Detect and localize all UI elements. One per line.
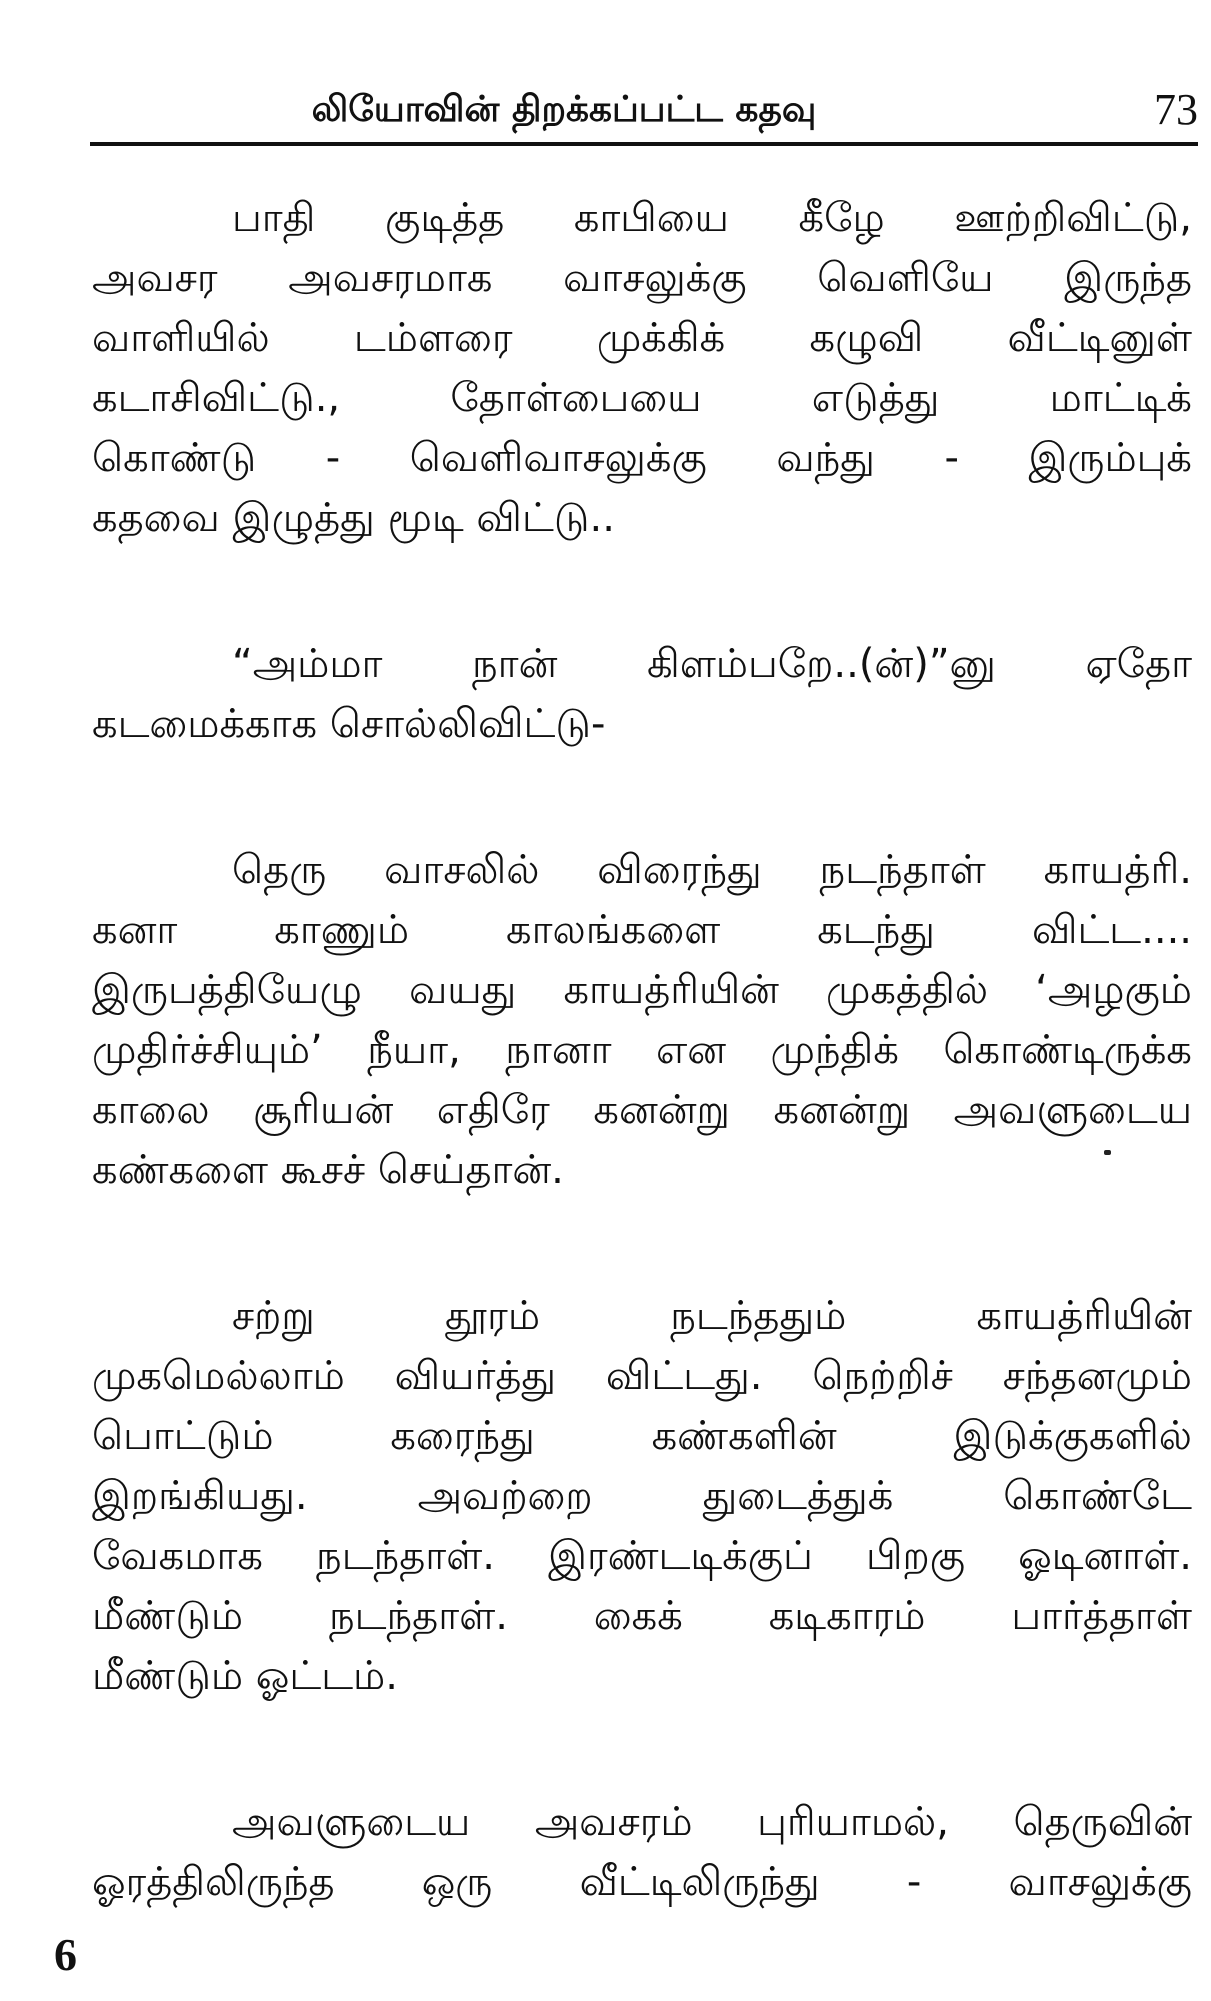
text-line: இறங்கியது. அவற்றை துடைத்துக் கொண்டே [92,1473,1192,1519]
text-line: காலை சூரியன் எதிரே கனன்று கனன்று அவளுடைய [92,1087,1192,1133]
text-line: மீண்டும் நடந்தாள். கைக் கடிகாரம் பார்த்தாள் [92,1593,1192,1639]
text-line: கடமைக்காக சொல்லிவிட்டு- [92,701,606,747]
paragraph [92,840,1192,1200]
page-number: 73 [1154,85,1198,134]
signature-mark: 6 [54,1929,77,1980]
text-line: பொட்டும் கரைந்து கண்களின் இடுக்குகளில் [92,1413,1192,1459]
text-line: தெரு வாசலில் விரைந்து நடந்தாள் காயத்ரி. [232,847,1192,893]
text-line: “அம்மா நான் கிளம்பறே..(ன்)”னு ஏதோ [232,641,1192,687]
text-line: வாளியில் டம்ளரை முக்கிக் கழுவி வீட்டினுள் [92,315,1192,361]
text-line: கனா காணும் காலங்களை கடந்து விட்ட.... [92,907,1192,953]
text-line: வேகமாக நடந்தாள். இரண்டடிக்குப் பிறகு ஓடினாள். [92,1533,1192,1579]
text-line: சற்று தூரம் நடந்ததும் காயத்ரியின் [232,1293,1192,1339]
text-line: ஓரத்திலிருந்த ஒரு வீட்டிலிருந்து - வாசலுக்கு [92,1859,1192,1905]
text-line: அவசர அவசரமாக வாசலுக்கு வெளியே இருந்த [92,255,1192,301]
paragraph [92,188,1192,548]
text-line: மீண்டும் ஓட்டம். [92,1653,398,1699]
text-line: முதிர்ச்சியும்’ நீயா, நானா என முந்திக் கொண்டிருக்க [92,1027,1192,1073]
text-line: கொண்டு - வெளிவாசலுக்கு வந்து - இரும்புக் [92,435,1192,481]
text-line: முகமெல்லாம் வியர்த்து விட்டது. நெற்றிச் சந்தனமும் [92,1353,1192,1399]
text-line: கடாசிவிட்டு., தோள்பையை எடுத்து மாட்டிக் [92,375,1192,421]
paragraph [92,634,1192,754]
book-title: லியோவின் திறக்கப்பட்ட கதவு [311,89,817,130]
text-line: கண்களை கூசச் செய்தான். [92,1147,564,1193]
text-line: இருபத்தியேழு வயது காயத்ரியின் முகத்தில் ‘அழகும் [92,967,1192,1013]
ink-speck [1104,1150,1111,1155]
running-header [90,82,1198,146]
text-line: அவளுடைய அவசரம் புரியாமல், தெருவின் [232,1799,1192,1845]
text-line: கதவை இழுத்து மூடி விட்டு.. [92,495,615,541]
paragraph [92,1792,1192,1912]
text-line: பாதி குடித்த காபியை கீழே ஊற்றிவிட்டு, [232,195,1192,241]
page-body [92,188,1192,1998]
paragraph [92,1286,1192,1706]
